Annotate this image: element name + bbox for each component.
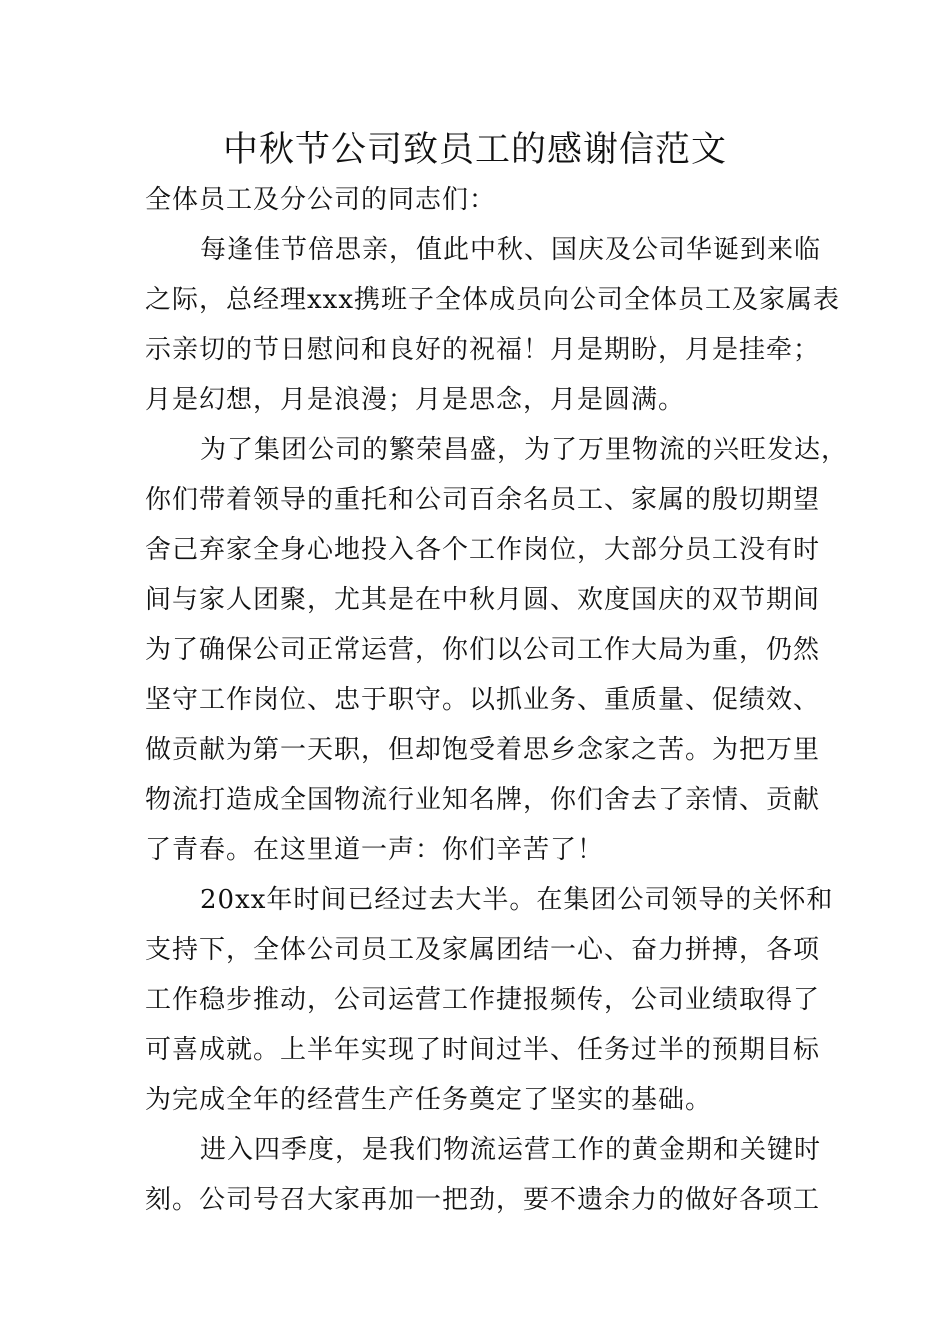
paragraph-2-line-5: 为了确保公司正常运营，你们以公司工作大局为重，仍然	[145, 635, 821, 665]
paragraph-1-line-4: 月是幻想，月是浪漫；月是思念，月是圆满。	[145, 385, 686, 415]
paragraph-1-line-3: 示亲切的节日慰问和良好的祝福！月是期盼，月是挂牵；	[145, 335, 821, 365]
paragraph-2-line-9: 了青春。在这里道一声：你们辛苦了！	[145, 835, 605, 865]
paragraph-4-line-2: 刻。公司号召大家再加一把劲，要不遗余力的做好各项工	[145, 1185, 821, 1215]
paragraph-4-line-1: 进入四季度，是我们物流运营工作的黄金期和关键时	[200, 1135, 822, 1165]
paragraph-1-line-2: 之际，总经理xxx携班子全体成员向公司全体员工及家属表	[145, 285, 840, 315]
paragraph-3-line-2: 支持下，全体公司员工及家属团结一心、奋力拼搏，各项	[145, 935, 821, 965]
salutation-line: 全体员工及分公司的同志们：	[145, 185, 497, 215]
document-title: 中秋节公司致员工的感谢信范文	[222, 130, 727, 170]
paragraph-2-line-1: 为了集团公司的繁荣昌盛，为了万里物流的兴旺发达，	[200, 435, 849, 465]
paragraph-2-line-3: 舍己弃家全身心地投入各个工作岗位，大部分员工没有时	[145, 535, 821, 565]
paragraph-2-line-2: 你们带着领导的重托和公司百余名员工、家属的殷切期望	[145, 485, 821, 515]
paragraph-2-line-8: 物流打造成全国物流行业知名牌，你们舍去了亲情、贡献	[145, 785, 821, 815]
paragraph-3-line-3: 工作稳步推动，公司运营工作捷报频传，公司业绩取得了	[145, 985, 821, 1015]
paragraph-3-line-4: 可喜成就。上半年实现了时间过半、任务过半的预期目标	[145, 1035, 821, 1065]
paragraph-3-line-1: 20xx年时间已经过去大半。在集团公司领导的关怀和	[200, 885, 834, 915]
paragraph-1-line-1: 每逢佳节倍思亲，值此中秋、国庆及公司华诞到来临	[200, 235, 822, 265]
paragraph-2-line-4: 间与家人团聚，尤其是在中秋月圆、欢度国庆的双节期间	[145, 585, 821, 615]
paragraph-2-line-7: 做贡献为第一天职，但却饱受着思乡念家之苦。为把万里	[145, 735, 821, 765]
paragraph-3-line-5: 为完成全年的经营生产任务奠定了坚实的基础。	[145, 1085, 713, 1115]
paragraph-2-line-6: 坚守工作岗位、忠于职守。以抓业务、重质量、促绩效、	[145, 685, 821, 715]
